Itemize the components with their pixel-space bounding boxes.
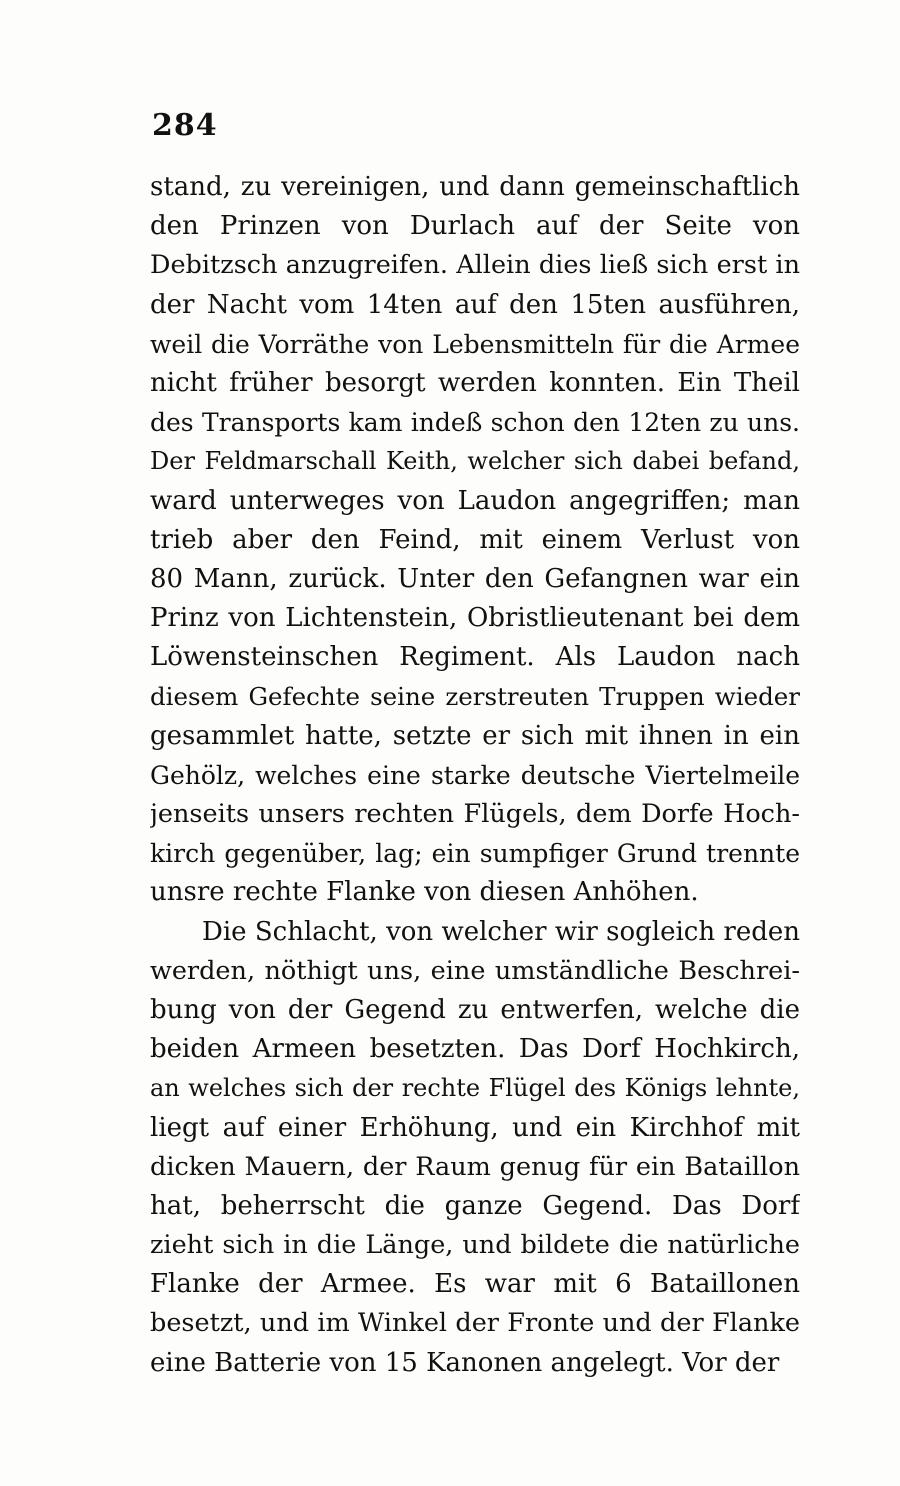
text-line: liegt auf einer Erhöhung, und ein Kirchhof mit (150, 1112, 800, 1143)
text-line: diesem Gefechte seine zerstreuten Truppen wieder (150, 682, 800, 712)
text-line: Flanke der Armee. Es war mit 6 Bataillonen (150, 1269, 800, 1300)
text-line: unsre rechte Flanke von diesen Anhöhen. (150, 877, 699, 908)
text-line: Prinz von Lichtenstein, Obristlieutenant bei dem (150, 603, 800, 634)
text-line: werden, nöthigt uns, eine umständliche Beschrei- (150, 955, 800, 986)
text-line: Debitzsch anzugreifen. Allein dies ließ sich erst in (150, 250, 800, 281)
text-line: an welches sich der rechte Flügel des Königs lehnte, (150, 1074, 800, 1103)
text-line: bung von der Gegend zu entwerfen, welche die (150, 994, 800, 1025)
text-line: Löwensteinschen Regiment. Als Laudon nach (150, 642, 800, 673)
text-line: eine Batterie von 15 Kanonen angelegt. Vor der (150, 1347, 780, 1378)
text-line: der Nacht vom 14ten auf den 15ten ausführen, (150, 289, 800, 320)
text-line: gesammlet hatte, setzte er sich mit ihnen in ein (150, 720, 800, 751)
text-line: zieht sich in die Länge, und bildete die natürliche (150, 1230, 800, 1261)
text-line: kirch gegenüber, lag; ein sumpfiger Grund trennte (150, 839, 800, 869)
text-line: stand, zu vereinigen, und dann gemeinschaftlich (150, 172, 800, 202)
text-line: den Prinzen von Durlach auf der Seite von (150, 211, 800, 242)
text-line: des Transports kam indeß schon den 12ten zu uns. (150, 408, 800, 438)
body-text (150, 168, 800, 1383)
text-line: dicken Mauern, der Raum genug für ein Bataillon (150, 1151, 800, 1182)
page-number: 284 (152, 108, 218, 143)
text-line: hat, beherrscht die ganze Gegend. Das Dorf (150, 1190, 800, 1221)
text-line: trieb aber den Feind, mit einem Verlust von (150, 524, 800, 555)
text-line: weil die Vorräthe von Lebensmitteln für die Armee (150, 329, 800, 359)
text-line: jenseits unsers rechten Flügels, dem Dorfe Hoch- (150, 799, 800, 829)
text-line: 80 Mann, zurück. Unter den Gefangnen war ein (150, 563, 800, 594)
text-line: Gehölz, welches eine starke deutsche Viertelmeile (150, 760, 800, 790)
text-line: nicht früher besorgt werden konnten. Ein Theil (150, 367, 800, 398)
text-line: Die Schlacht, von welcher wir sogleich reden (202, 916, 800, 947)
text-line: Der Feldmarschall Keith, welcher sich dabei befand, (150, 447, 800, 476)
text-line: beiden Armeen besetzten. Das Dorf Hochkirch, (150, 1034, 800, 1065)
text-line: besetzt, und im Winkel der Fronte und der Flanke (150, 1308, 800, 1339)
text-line: ward unterweges von Laudon angegriffen; man (150, 485, 800, 516)
